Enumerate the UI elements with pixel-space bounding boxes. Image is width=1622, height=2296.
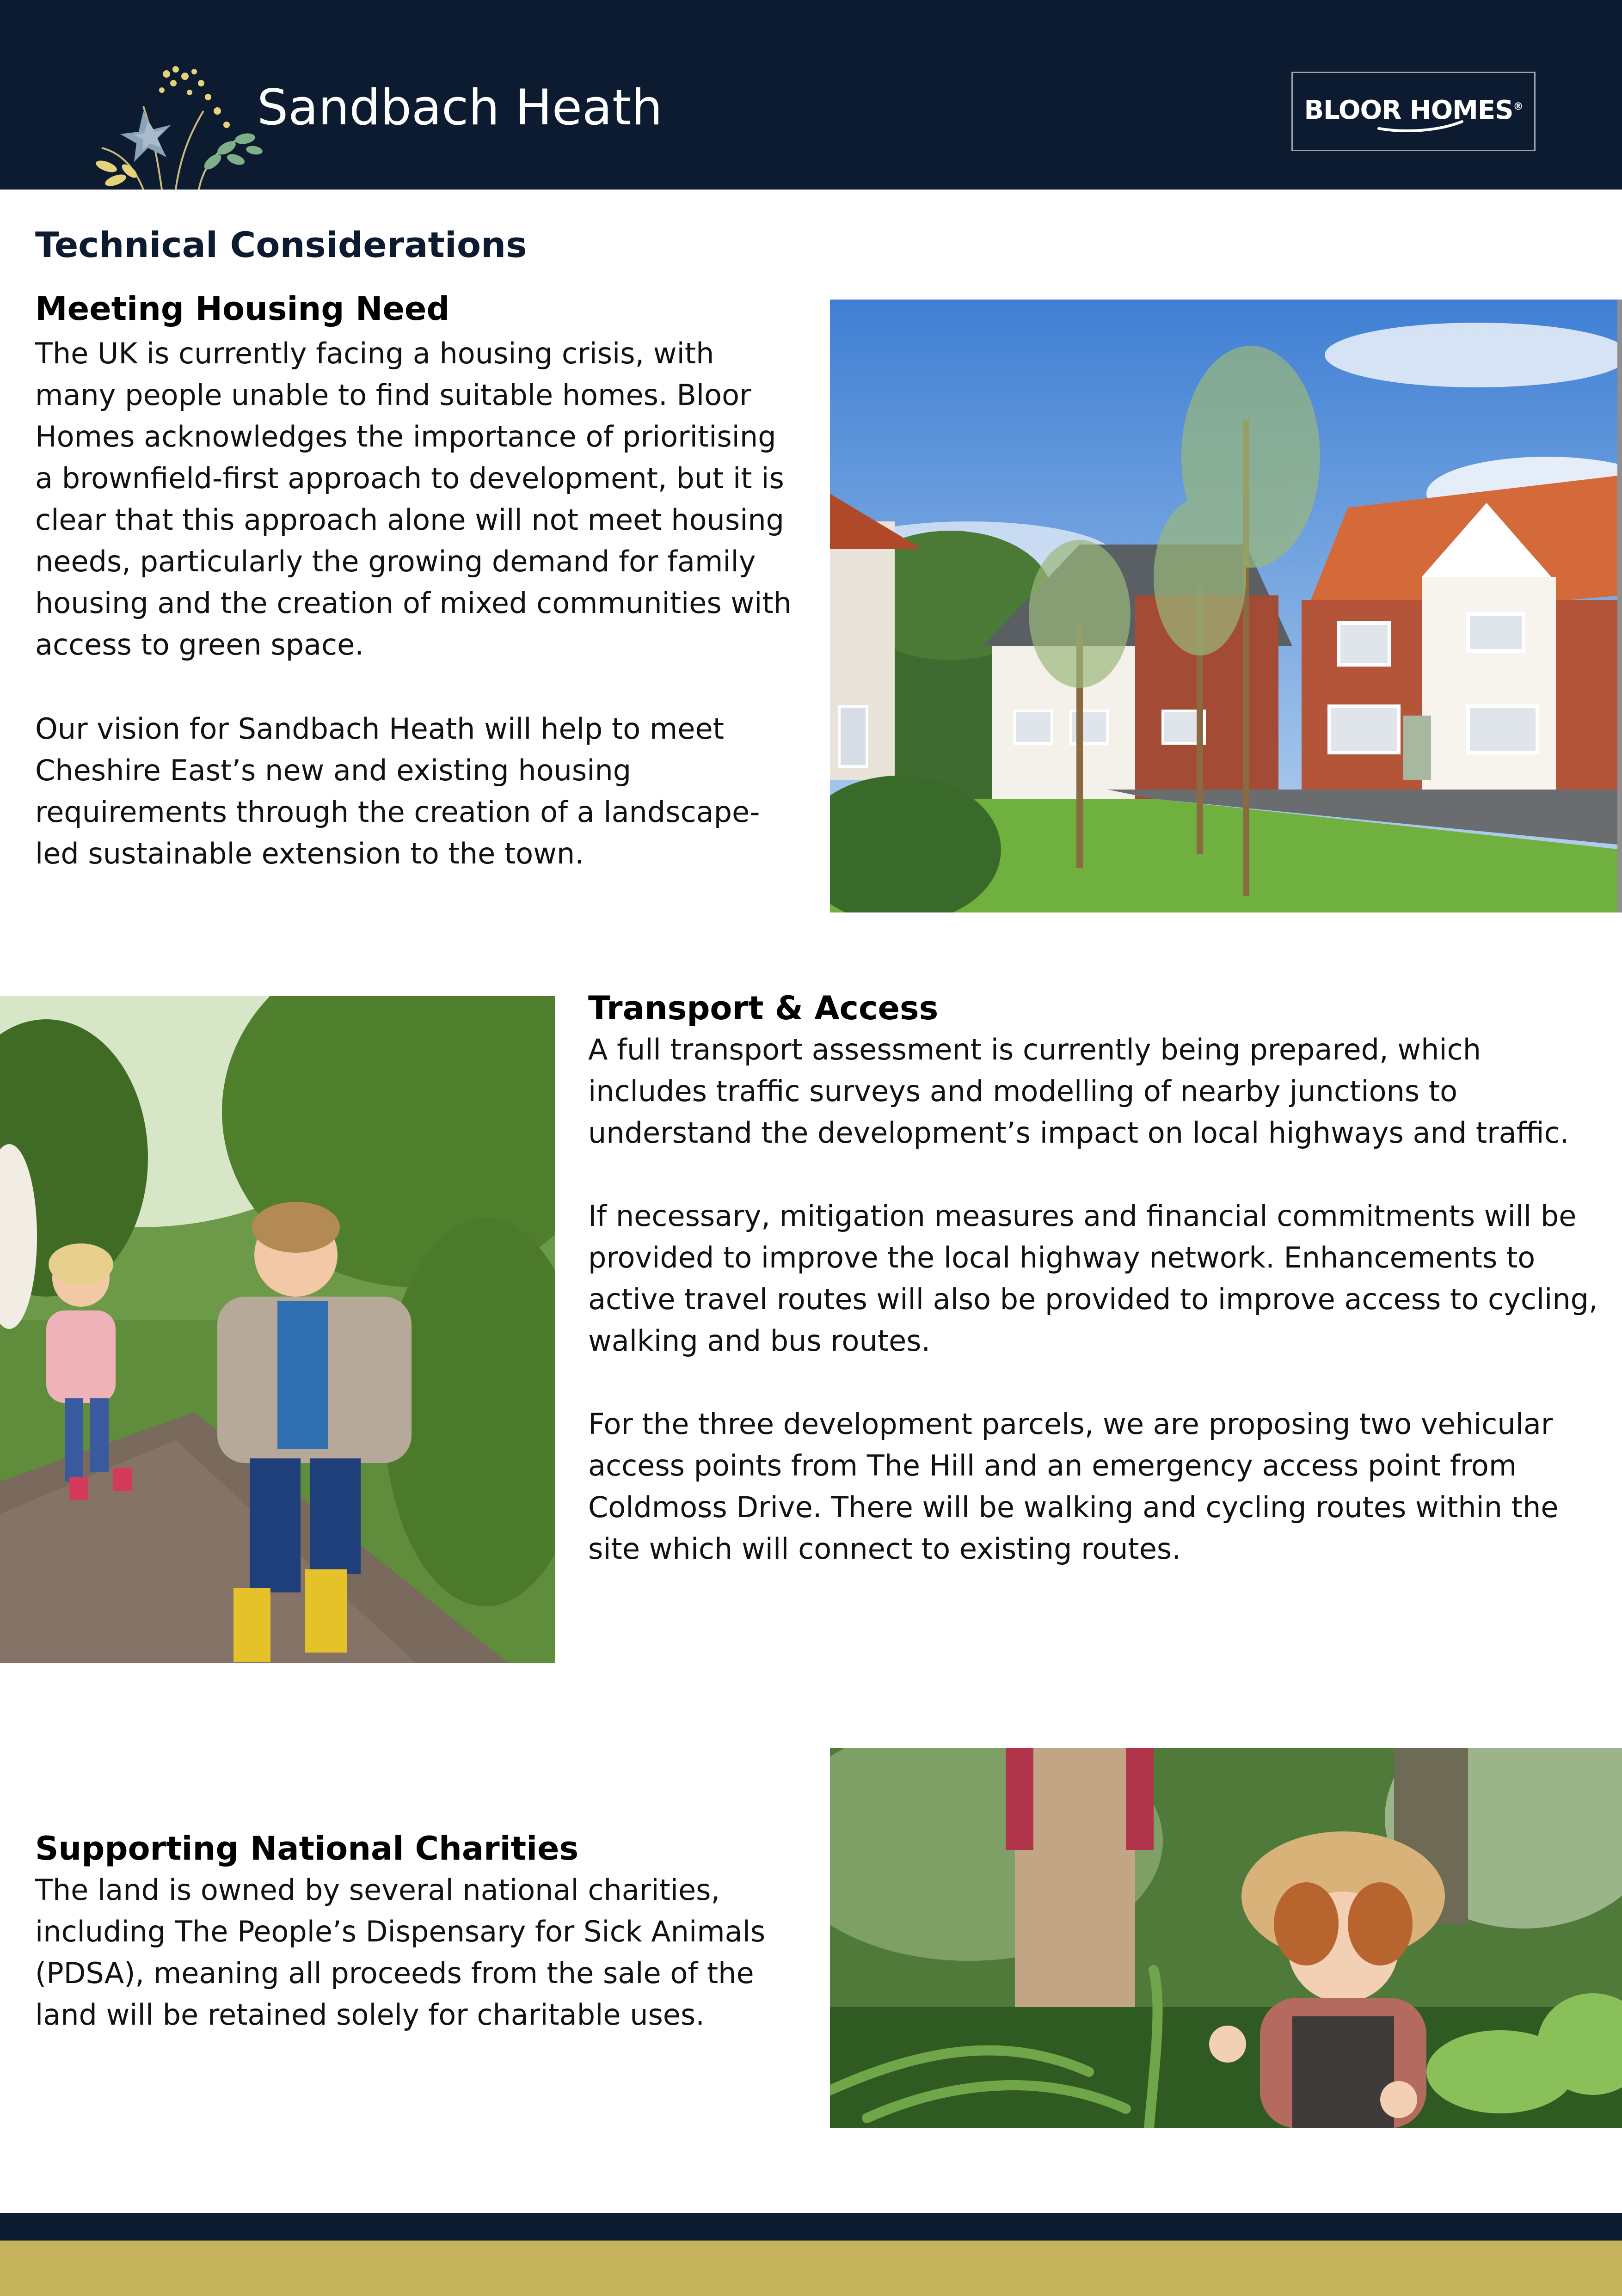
children-running-photo [0, 996, 555, 1663]
child-gardening-photo [830, 1748, 1622, 2128]
footer-bar [0, 2213, 1622, 2241]
transport-heading: Transport & Access [588, 989, 939, 1027]
header-bar [0, 0, 1622, 190]
page-title: Technical Considerations [35, 224, 527, 265]
transport-paragraph-2: If necessary, mitigation measures and financial commitments will be provided to improve the local highway network. Enhancements to active travel routes will also be provided to improve access to cycling, walking and bus routes. [588, 1199, 1598, 1358]
transport-paragraph-1: A full transport assessment is currently being prepared, which includes traffic surveys and modelling of nearby junctions to understand the development’s impact on local highways and traffic. [588, 1033, 1569, 1150]
bloor-homes-logo[interactable] [1291, 72, 1536, 151]
footer-accent-bar [0, 2241, 1622, 2296]
housing-paragraph-2: Our vision for Sandbach Heath will help to meet Cheshire East’s new and existing housing requirements through the creation of a landscape-led sustainable extension to the town. [35, 712, 760, 870]
charities-heading: Supporting National Charities [35, 1830, 579, 1867]
site-title: Sandbach Heath [257, 79, 663, 136]
brand-name: BLOOR HOMES® [1304, 95, 1523, 125]
housing-heading: Meeting Housing Need [35, 290, 450, 328]
floral-logo-icon [88, 55, 282, 190]
transport-paragraph-3: For the three development parcels, we are proposing two vehicular access points from The Hill and an emergency access point from Coldmoss Drive. There will be walking and cycling routes within the site which will connect to existing routes. [588, 1407, 1559, 1566]
brand-swoosh-icon [1374, 119, 1467, 133]
houses-photo [830, 300, 1622, 912]
housing-paragraph-1: The UK is currently facing a housing crisis, with many people unable to find suitable homes. Bloor Homes acknowledges the importance of prioritising a brownfield-first approach to development, but it is clear that this approach alone will not meet housing needs, particularly the growing demand for family housing and the creation of mixed communities with access to green space. [35, 337, 792, 661]
charities-paragraph-1: The land is owned by several national charities, including The People’s Dispensary for Sick Animals (PDSA), meaning all proceeds from the sale of the land will be retained solely for charitable uses. [35, 1873, 766, 2032]
